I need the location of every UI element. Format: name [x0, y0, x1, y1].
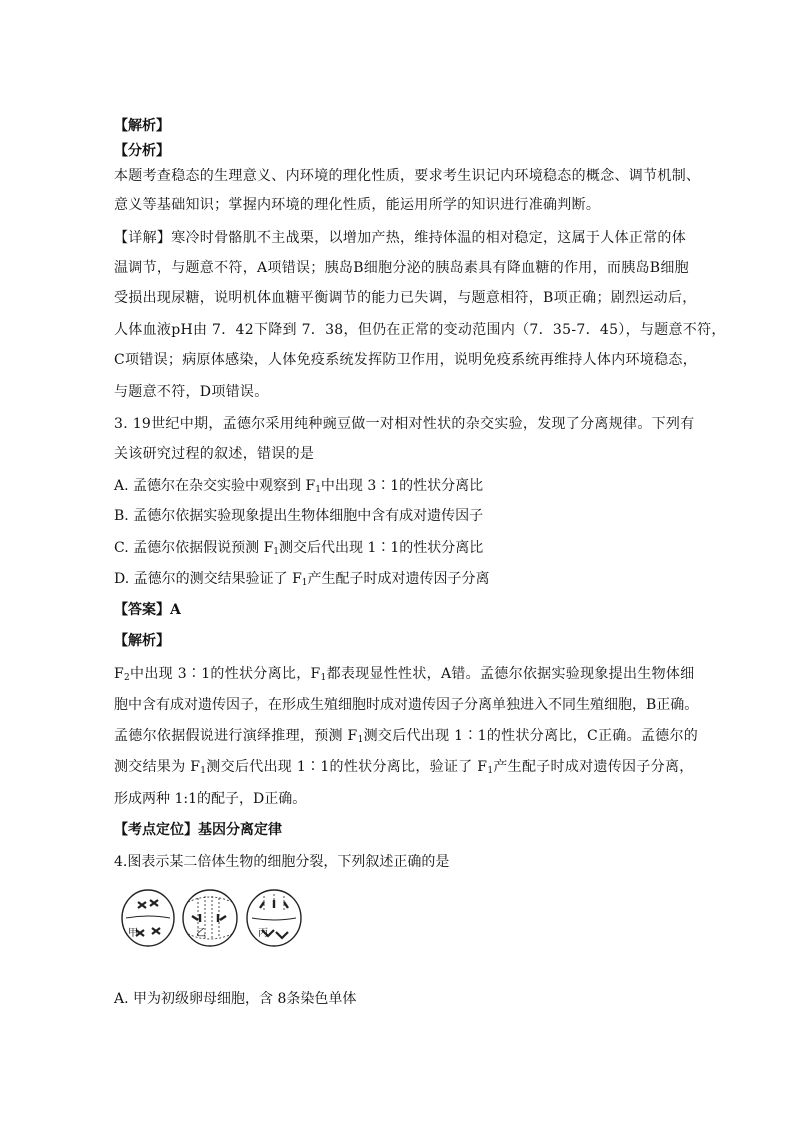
text: 测交后代出现 1∶1的性状分离比，验证了 F — [206, 759, 488, 775]
option-text: 中出现 3∶1的性状分离比 — [320, 478, 484, 494]
detail-text-line: 受损出现尿糖，说明机体血糖平衡调节的能力已失调，与题意相符，B项正确；剧烈运动后， — [114, 290, 697, 306]
question-3-option-b: B. 孟德尔依据实验现象提出生物体细胞中含有成对遗传因子 — [114, 508, 484, 524]
detail-text-line: 温调节，与题意不符，A项错误；胰岛B细胞分泌的胰岛素具有降血糖的作用，而胰岛B细胞 — [114, 260, 689, 276]
explanation-text-line: 形成两种 1:1的配子，D正确。 — [114, 791, 307, 807]
subscript: 1 — [200, 766, 207, 776]
analysis-text-line: 本题考查稳态的生理意义、内环境的理化性质，要求考生识记内环境稳态的概念、调节机制、 — [114, 168, 701, 184]
option-text: D. 孟德尔的测交结果验证了 F — [114, 571, 302, 587]
text: 测交结果为 F — [114, 759, 201, 775]
text: 产生配子时成对遗传因子分离， — [493, 759, 694, 775]
subscript: 1 — [487, 766, 494, 776]
knowledge-point-line: 【考点定位】基因分离定律 — [114, 822, 282, 838]
cell-division-figure — [118, 888, 308, 968]
question-3-option-d — [114, 569, 490, 589]
answer-line: 【答案】A — [114, 602, 181, 618]
explanation-text-line: 胞中含有成对遗传因子，在形成生殖细胞时成对遗传因子分离单独进入不同生殖细胞，B正确。 — [114, 697, 699, 713]
cell-yi-icon — [183, 890, 237, 946]
explanation-text-line — [114, 664, 694, 684]
detail-text-line: 【详解】寒冷时骨骼肌不主战栗，以增加产热，维持体温的相对稳定，这属于人体正常的体 — [114, 230, 686, 246]
cell-bing-icon — [247, 890, 301, 946]
question-4-stem: 4.图表示某二倍体生物的细胞分裂，下列叙述正确的是 — [114, 854, 450, 870]
analysis-heading: 【解析】 — [114, 118, 170, 134]
text: 测交后代出现 1∶1的性状分离比，C正确。孟德尔的 — [363, 728, 699, 744]
option-text: A. 孟德尔在杂交实验中观察到 F — [114, 478, 316, 494]
question-3-option-c — [114, 538, 483, 558]
option-text: C. 孟德尔依据假说预测 F — [114, 540, 274, 556]
explanation-text-line — [114, 757, 694, 777]
question-3-stem: 关该研究过程的叙述，错误的是 — [114, 446, 315, 462]
text: 中出现 3∶1的性状分离比，F — [130, 666, 321, 682]
detail-text-line: C项错误；病原体感染，人体免疫系统发挥防卫作用，说明免疫系统再维持人体内环境稳态， — [114, 352, 698, 368]
figure-label-jia: 甲 — [128, 928, 138, 939]
figure-label-bing: 丙 — [258, 928, 268, 939]
subscript: 1 — [357, 735, 364, 745]
text: 都表现显性性状，A错。孟德尔依据实验现象提出生物体细 — [326, 666, 695, 682]
subscript: 1 — [301, 578, 308, 588]
subscript: 1 — [273, 547, 280, 557]
question-3-option-a — [114, 476, 483, 496]
analysis-text-line: 意义等基础知识；掌握内环境的理化性质，能运用所学的知识进行准确判断。 — [114, 197, 601, 213]
fenxi-heading: 【分析】 — [114, 143, 170, 159]
figure-label-yi: 乙 — [196, 928, 206, 939]
subscript: 2 — [124, 673, 131, 683]
question-4-option-a: A. 甲为初级卵母细胞，含 8条染色单体 — [114, 991, 357, 1007]
text: F — [114, 666, 125, 682]
option-text: 产生配子时成对遗传因子分离 — [307, 571, 490, 587]
subscript: 1 — [320, 673, 327, 683]
explanation-heading: 【解析】 — [114, 633, 170, 649]
explanation-text-line — [114, 726, 698, 746]
text: 孟德尔依据假说进行演绎推理，预测 F — [114, 728, 358, 744]
option-text: 测交后代出现 1∶1的性状分离比 — [279, 540, 484, 556]
detail-text-line: 与题意不符，D项错误。 — [114, 384, 269, 400]
question-3-stem: 3. 19世纪中期，孟德尔采用纯种豌豆做一对相对性状的杂交实验，发现了分离规律。下列有 — [114, 416, 695, 432]
detail-text-line: 人体血液pH由 7．42下降到 7．38，但仍在正常的变动范围内（7．35-7．45），与题意不符， — [114, 322, 726, 338]
subscript: 1 — [315, 485, 321, 495]
